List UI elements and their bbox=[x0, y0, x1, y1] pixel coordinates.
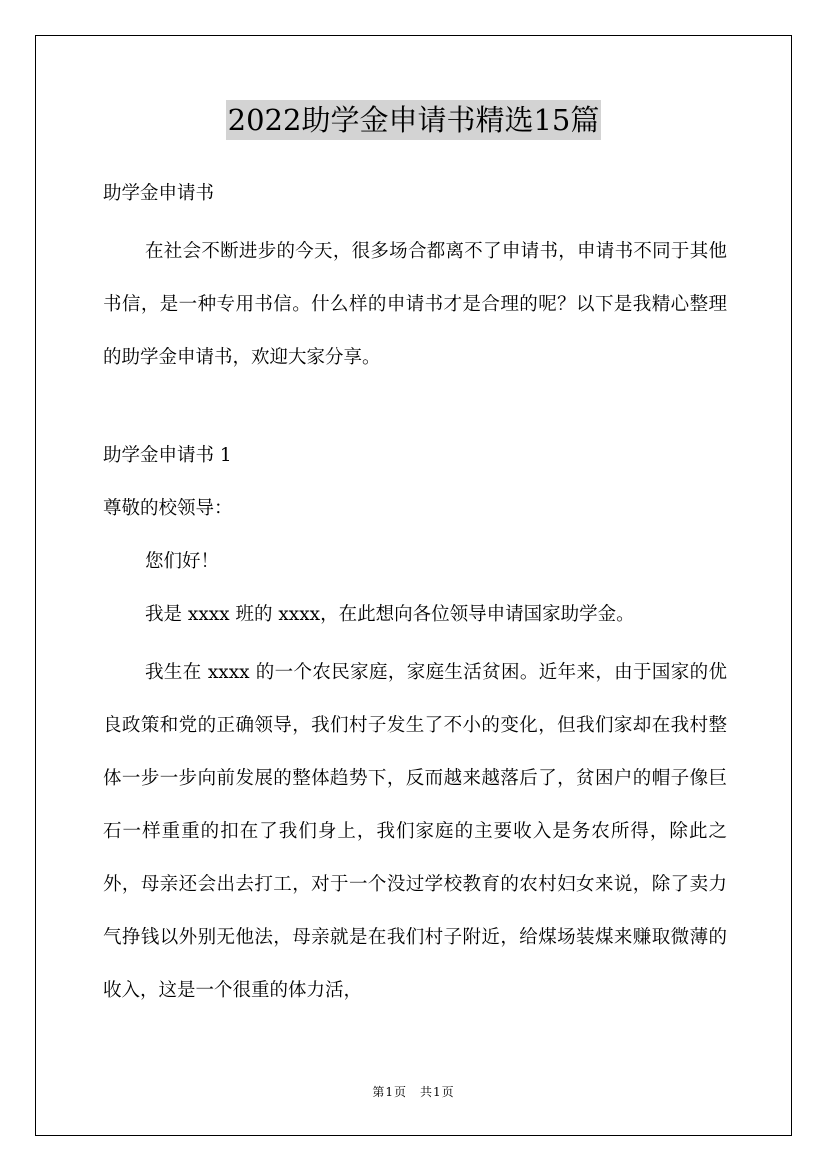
document-title: 2022助学金申请书精选15篇 bbox=[226, 100, 602, 140]
intro-paragraph: 在社会不断进步的今天，很多场合都离不了申请书，申请书不同于其他书信，是一种专用书信。什么样的申请书才是合理的呢？以下是我精心整理的助学金申请书，欢迎大家分享。 bbox=[103, 241, 727, 368]
intro-heading: 助学金申请书 bbox=[103, 183, 215, 204]
paragraph-2: 我生在 xxxx 的一个农民家庭，家庭生活贫困。近年来，由于国家的优良政策和党的正确领导，我们村子发生了不小的变化，但我们家却在我村整体一步一步向前发展的整体趋势下，反而越来越落后了，贫困户的帽子像巨石一样重重的扣在了我们身上，我们家庭的主要收入是务农所得，除此之外，母亲还会出去打工，对于一个没过学校教育的农村妇女来说，除了卖力气挣钱以外别无他法，母亲就是在我们村子附近，给煤场装煤来赚取微薄的收入，这是一个很重的体力活， bbox=[103, 662, 727, 1001]
section-heading: 助学金申请书 1 bbox=[103, 445, 232, 466]
title-container bbox=[0, 100, 827, 140]
document-body bbox=[103, 172, 727, 1017]
page-footer: 第1页 共1页 bbox=[372, 1085, 455, 1099]
greeting: 您们好！ bbox=[145, 551, 220, 572]
salutation: 尊敬的校领导： bbox=[103, 498, 233, 519]
paragraph-1: 我是 xxxx 班的 xxxx，在此想向各位领导申请国家助学金。 bbox=[145, 604, 635, 625]
section-gap bbox=[103, 384, 727, 428]
